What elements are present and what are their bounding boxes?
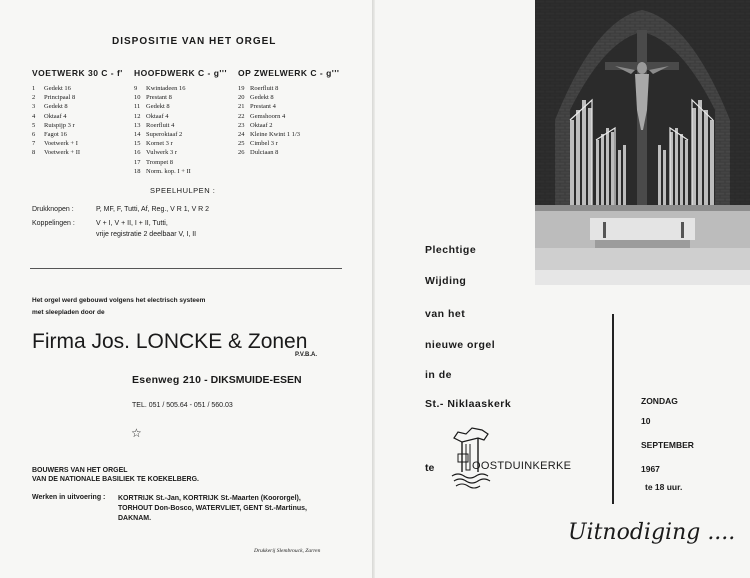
firm-legal-form: P.V.B.A. bbox=[295, 352, 318, 358]
stop-number: 9 bbox=[134, 85, 138, 92]
works-label: Werken in uitvoering : bbox=[32, 494, 106, 501]
stop-name: Kornet 3 r bbox=[146, 140, 173, 148]
stop-number: 2 bbox=[32, 94, 36, 102]
invitation-line-4: nieuwe orgel bbox=[425, 339, 496, 351]
works-line-3: DAKNAM. bbox=[118, 515, 152, 522]
stop-name: Gedekt 8 bbox=[250, 94, 274, 102]
date-divider bbox=[612, 314, 614, 504]
stop-number: 18 bbox=[134, 167, 141, 175]
oostduinkerke-emblem-icon bbox=[448, 424, 508, 490]
stop-item bbox=[32, 148, 123, 157]
stop-name: Vulwerk 3 r bbox=[146, 149, 178, 157]
stop-number: 21 bbox=[238, 103, 245, 111]
stop-number: 15 bbox=[134, 140, 141, 148]
stop-item bbox=[238, 93, 339, 102]
place-name: OOSTDUINKERKE bbox=[472, 460, 572, 472]
builders-text bbox=[32, 466, 199, 484]
invitation-line-1: Plechtige bbox=[425, 244, 477, 256]
stop-name: Prestant 8 bbox=[146, 94, 172, 102]
stop-number: 16 bbox=[134, 149, 141, 157]
stop-number: 8 bbox=[32, 149, 36, 157]
builders-line-1: BOUWERS VAN HET ORGEL bbox=[32, 467, 128, 474]
voetwerk-column bbox=[32, 68, 123, 158]
section-divider bbox=[30, 268, 342, 269]
stop-name: Norm. kop. I + II bbox=[146, 167, 191, 175]
speelhulpen-title: SPEELHULPEN : bbox=[150, 186, 216, 195]
invitation-line-3: van het bbox=[425, 308, 466, 320]
stop-number: 7 bbox=[32, 140, 36, 148]
stop-name: Principaal 8 bbox=[44, 94, 76, 102]
koppelingen-value-1: V + I, V + II, I + II, Tutti, bbox=[96, 220, 168, 227]
built-by-text bbox=[32, 295, 205, 319]
drukknopen-label: Drukknopen : bbox=[32, 206, 74, 213]
stop-name: Fagot 16 bbox=[44, 131, 67, 139]
church-interior-image bbox=[535, 0, 750, 285]
works-line-1: KORTRIJK St.-Jan, KORTRIJK St.-Maarten (Koororgel), bbox=[118, 495, 301, 502]
stop-item bbox=[134, 167, 227, 176]
stop-item bbox=[134, 148, 227, 157]
address-town: DIKSMUIDE-ESEN bbox=[210, 374, 302, 386]
stop-name: Superoktaaf 2 bbox=[146, 131, 183, 139]
stop-number: 13 bbox=[134, 121, 141, 129]
stop-name: Voetwerk + II bbox=[44, 149, 81, 157]
works-list bbox=[118, 494, 307, 524]
left-page bbox=[0, 0, 372, 578]
drukknopen-row bbox=[32, 206, 352, 216]
address-street: Esenweg 210 bbox=[132, 374, 202, 386]
zwelwerk-heading: OP ZWELWERK C - g''' bbox=[238, 68, 340, 78]
stop-name: Gedekt 8 bbox=[44, 103, 68, 111]
disposition-title: DISPOSITIE VAN HET ORGEL bbox=[112, 36, 277, 47]
stop-name: Cimbel 3 r bbox=[250, 140, 278, 148]
drukknopen-value: P, MF, F, Tutti, Af, Reg., V R 1, V R 2 bbox=[96, 206, 210, 213]
stop-item bbox=[134, 139, 227, 148]
stop-number: 25 bbox=[238, 140, 245, 148]
stop-name: Gemshoorn 4 bbox=[250, 112, 286, 120]
date-number: 10 bbox=[641, 416, 651, 426]
stop-number: 26 bbox=[238, 149, 245, 157]
works-line-2: TORHOUT Don-Bosco, WATERVLIET, GENT St.-Martinus, bbox=[118, 505, 308, 512]
show-through-text bbox=[576, 292, 578, 299]
stop-number: 14 bbox=[134, 131, 141, 139]
stop-name: Gedekt 8 bbox=[146, 103, 170, 111]
stop-item bbox=[134, 112, 227, 121]
stop-name: Roerfluit 8 bbox=[250, 85, 279, 92]
stop-item bbox=[32, 130, 123, 139]
stop-item bbox=[134, 130, 227, 139]
stop-item bbox=[238, 84, 339, 93]
built-line-2: met sleepladen door de bbox=[32, 309, 105, 316]
stop-name: Oktaaf 4 bbox=[146, 112, 169, 120]
stop-item bbox=[134, 84, 227, 93]
firm-name: Firma Jos. LONCKE & Zonen bbox=[32, 330, 308, 353]
stop-name: Oktaaf 2 bbox=[250, 121, 273, 129]
star-icon: ☆ bbox=[131, 426, 142, 440]
firm-address bbox=[132, 374, 302, 386]
stop-number: 20 bbox=[238, 94, 245, 102]
voetwerk-heading: VOETWERK 30 C - f' bbox=[32, 68, 123, 78]
stop-number: 12 bbox=[134, 112, 141, 120]
stop-item bbox=[238, 130, 339, 139]
date-year: 1967 bbox=[641, 464, 660, 474]
stop-item bbox=[134, 121, 227, 130]
builders-line-2: VAN DE NATIONALE BASILIEK TE KOEKELBERG. bbox=[32, 476, 199, 483]
zwelwerk-column bbox=[238, 68, 339, 158]
stop-item bbox=[32, 102, 123, 111]
uitnodiging-signature: Uitnodiging .... bbox=[568, 520, 736, 545]
stop-item bbox=[32, 93, 123, 102]
stop-number: 19 bbox=[238, 85, 245, 92]
invitation-line-2: Wijding bbox=[425, 275, 467, 287]
firm-telephone: TEL. 051 / 505.64 - 051 / 560.03 bbox=[132, 402, 233, 409]
built-line-1: Het orgel werd gebouwd volgens het electrisch systeem bbox=[32, 297, 206, 304]
date-time: te 18 uur. bbox=[645, 482, 683, 492]
stop-name: Prestant 4 bbox=[250, 103, 276, 111]
stop-number: 23 bbox=[238, 121, 245, 129]
stop-number: 3 bbox=[32, 103, 36, 111]
church-organ-photo bbox=[535, 0, 750, 285]
stop-name: Roerfluit 4 bbox=[146, 121, 175, 129]
te-label: te bbox=[425, 462, 435, 474]
stop-item bbox=[32, 139, 123, 148]
stop-name: Kleine Kwint 1 1/3 bbox=[250, 131, 301, 139]
stop-item bbox=[134, 158, 227, 167]
stop-number: 22 bbox=[238, 112, 245, 120]
stop-item bbox=[238, 102, 339, 111]
stop-item bbox=[134, 93, 227, 102]
stop-number: 5 bbox=[32, 121, 36, 129]
stop-item bbox=[134, 102, 227, 111]
stop-number: 11 bbox=[134, 103, 141, 111]
stop-name: Gedekt 16 bbox=[44, 85, 71, 92]
stop-number: 6 bbox=[32, 131, 36, 139]
stop-name: Voetwerk + I bbox=[44, 140, 78, 148]
stop-number: 4 bbox=[32, 112, 36, 120]
stop-item bbox=[238, 148, 339, 157]
stop-name: Trompet 8 bbox=[146, 158, 174, 166]
stop-item bbox=[238, 139, 339, 148]
stop-name: Kwintadeen 16 bbox=[146, 85, 186, 92]
date-month: SEPTEMBER bbox=[641, 440, 694, 450]
invitation-line-5: in de bbox=[425, 369, 453, 381]
date-day: ZONDAG bbox=[641, 396, 678, 406]
stop-item bbox=[238, 112, 339, 121]
stop-number: 17 bbox=[134, 158, 141, 166]
stop-name: Ruispijp 3 r bbox=[44, 121, 75, 129]
stop-number: 24 bbox=[238, 131, 245, 139]
hoofdwerk-column bbox=[134, 68, 227, 176]
koppelingen-row bbox=[32, 220, 352, 230]
koppelingen-value-2: vrije registratie 2 deelbaar V, I, II bbox=[96, 231, 197, 238]
koppelingen-label: Koppelingen : bbox=[32, 220, 75, 227]
printer-credit: Drukkerij Slembrouck, Zarren bbox=[254, 548, 321, 554]
stop-item bbox=[32, 112, 123, 121]
stop-item bbox=[238, 121, 339, 130]
stop-number: 1 bbox=[32, 85, 36, 92]
address-separator: - bbox=[201, 374, 211, 386]
stop-item bbox=[32, 121, 123, 130]
stop-number: 10 bbox=[134, 94, 141, 102]
hoofdwerk-heading: HOOFDWERK C - g''' bbox=[134, 68, 227, 78]
stop-item bbox=[32, 84, 123, 93]
stop-name: Dulciaan 8 bbox=[250, 149, 279, 157]
stop-name: Oktaaf 4 bbox=[44, 112, 67, 120]
invitation-line-6: St.- Niklaaskerk bbox=[425, 398, 512, 410]
